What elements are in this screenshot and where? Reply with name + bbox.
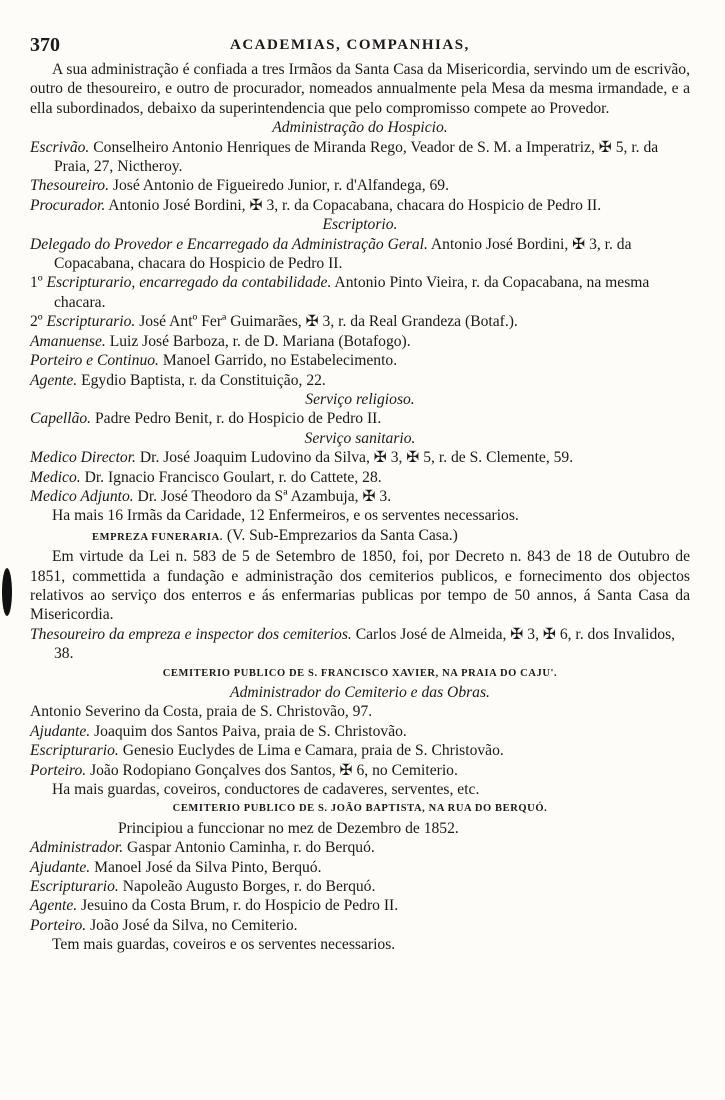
entry-role: Ajudante. xyxy=(30,722,91,740)
entry-text: João José da Silva, no Cemiterio. xyxy=(86,916,298,934)
entry xyxy=(30,877,690,896)
entry-role: Agente. xyxy=(30,897,78,915)
entry-role: Escripturario. xyxy=(30,878,119,896)
entry-prefix: 1º xyxy=(30,274,47,292)
entry xyxy=(30,741,690,760)
entry-text: Gaspar Antonio Caminha, r. do Berquó. xyxy=(123,839,375,857)
entry-text: Joaquim dos Santos Paiva, praia de S. Christovão. xyxy=(90,722,407,740)
page-header xyxy=(30,34,705,58)
entry-text: João Rodopiano Gonçalves dos Santos, ✠ 6, no Cemiterio. xyxy=(86,761,458,779)
entry xyxy=(30,896,690,915)
page-body xyxy=(30,60,690,955)
entry xyxy=(30,448,690,467)
section-heading: CEMITERIO PUBLICO DE S. FRANCISCO XAVIER, NA PRAIA DO CAJU'. xyxy=(162,667,558,679)
entry xyxy=(30,838,690,857)
entry xyxy=(30,351,690,370)
entry-text: Antonio José Bordini, ✠ 3, r. da Copacabana, chacara do Hospicio de Pedro II. xyxy=(105,196,602,214)
note-line: Tem mais guardas, coveiros e os serventes necessarios. xyxy=(52,936,396,954)
entry xyxy=(30,409,690,428)
section-heading xyxy=(30,526,690,547)
note-line: Principiou a funccionar no mez de Dezembro de 1852. xyxy=(118,819,459,837)
body-paragraph: Em virtude da Lei n. 583 de 5 de Setembro de 1850, foi, por Decreto n. 843 de 18 de Outubro de 1851, commettida a fundação e administração dos cemiterios publicos, e fornecimento dos objectos relativos ao serviço dos enterros e ás enfermarias publicas por tempo de 50 annos, á Santa Casa da Misericordia. xyxy=(30,548,690,624)
entry xyxy=(30,235,690,274)
entry-text: Egydio Baptista, r. da Constituição, 22. xyxy=(77,371,326,389)
entry-text: Napoleão Augusto Borges, r. do Berquó. xyxy=(118,878,376,896)
note-line: Ha mais 16 Irmãs da Caridade, 12 Enfermeiros, e os serventes necessarios. xyxy=(52,507,519,525)
section-heading: Serviço sanitario. xyxy=(304,429,416,447)
entry-role: Ajudante. xyxy=(30,858,91,876)
entry-text: José Antonio de Figueiredo Junior, r. d'Alfandega, 69. xyxy=(108,177,449,195)
entry xyxy=(30,625,690,664)
entry-text: Dr. José Theodoro da Sª Azambuja, ✠ 3. xyxy=(133,487,392,505)
heading-caps: EMPREZA FUNERARIA. xyxy=(92,531,223,543)
entry xyxy=(30,487,690,506)
entry-text: Padre Pedro Benit, r. do Hospicio de Pedro II. xyxy=(91,410,382,428)
entry-role: Escrivão. xyxy=(30,138,90,156)
running-title: ACADEMIAS, COMPANHIAS, xyxy=(230,37,470,53)
entry-text: Conselheiro Antonio Henriques de Miranda Rego, Veador de S. M. a Imperatriz, ✠ 5, r. da Praia, 27, Nictheroy. xyxy=(54,138,659,176)
entry xyxy=(30,196,690,215)
entry-prefix: 2º xyxy=(30,313,47,331)
entry-role: Thesoureiro da empreza e inspector dos cemiterios. xyxy=(30,625,352,643)
entry: Antonio Severino da Costa, praia de S. Christovão, 97. xyxy=(30,703,373,721)
entry-text: Genesio Euclydes de Lima e Camara, praia de S. Christovão. xyxy=(118,742,504,760)
entry-text: Manoel José da Silva Pinto, Berquó. xyxy=(90,858,322,876)
entry-role: Medico Director. xyxy=(30,449,136,467)
entry-text: Dr. Ignacio Francisco Goulart, r. do Cattete, 28. xyxy=(80,468,382,486)
entry xyxy=(30,176,690,195)
entry-role: Administrador. xyxy=(30,839,124,857)
heading-note: (V. Sub-Emprezarios da Santa Casa.) xyxy=(222,526,458,544)
entry-text: Dr. José Joaquim Ludovino da Silva, ✠ 3, ✠ 5, r. de S. Clemente, 59. xyxy=(135,449,574,467)
entry-text: Jesuino da Costa Brum, r. do Hospicio de Pedro II. xyxy=(77,897,399,915)
section-subheading: Administrador do Cemiterio e das Obras. xyxy=(230,684,490,701)
entry-text: Antonio José Bordini, ✠ 3, r. da Copacabana, chacara do Hospicio de Pedro II. xyxy=(54,235,632,273)
entry-text: Manoel Garrido, no Estabelecimento. xyxy=(158,352,398,370)
entry-text: Luiz José Barboza, r. de D. Mariana (Botafogo). xyxy=(105,332,411,350)
entry-text: Carlos José de Almeida, ✠ 3, ✠ 6, r. dos Invalidos, 38. xyxy=(54,625,676,663)
entry-role: Procurador. xyxy=(30,196,106,214)
entry xyxy=(30,312,690,331)
entry-role: Medico Adjunto. xyxy=(30,487,134,505)
entry xyxy=(30,916,690,935)
entry xyxy=(30,273,690,312)
entry xyxy=(30,761,690,780)
page-number: 370 xyxy=(30,34,60,56)
entry xyxy=(30,722,690,741)
entry xyxy=(30,332,690,351)
ink-blot xyxy=(2,568,12,616)
section-heading: Serviço religioso. xyxy=(305,390,415,408)
intro-paragraph: A sua administração é confiada a tres Irmãos da Santa Casa da Misericordia, servindo um de escrivão, outro de thesoureiro, e outro de procurador, nomeados annualmente pela Mesa da mesma irmandade, e a ella subordinados, debaixo da superintendencia que pelo compromisso compete ao Provedor. xyxy=(30,61,690,117)
entry-role: Medico. xyxy=(30,468,81,486)
entry-role: Escripturario. xyxy=(46,313,136,331)
entry xyxy=(30,468,690,487)
entry-role: Porteiro e Continuo. xyxy=(30,352,159,370)
entry-role: Porteiro. xyxy=(30,761,87,779)
entry xyxy=(30,138,690,177)
section-heading: Administração do Hospicio. xyxy=(272,119,448,137)
section-heading: Escriptorio. xyxy=(322,216,398,234)
entry xyxy=(30,371,690,390)
note-line: Ha mais guardas, coveiros, conductores de cadaveres, serventes, etc. xyxy=(52,781,480,799)
entry-role: Thesoureiro. xyxy=(30,177,109,195)
entry-role: Escripturario. xyxy=(30,742,119,760)
section-heading: CEMITERIO PUBLICO DE S. JOÃO BAPTISTA, NA RUA DO BERQUÓ. xyxy=(172,803,548,815)
entry-role: Delegado do Provedor e Encarregado da Administração Geral. xyxy=(30,235,428,253)
entry-role: Agente. xyxy=(30,371,78,389)
entry-role: Porteiro. xyxy=(30,916,87,934)
entry-role: Amanuense. xyxy=(30,332,106,350)
entry-role: Capellão. xyxy=(30,410,92,428)
entry-text: Antonio Pinto Vieira, r. da Copacabana, na mesma chacara. xyxy=(54,274,650,311)
entry xyxy=(30,858,690,877)
entry-text: José Antº Ferª Guimarães, ✠ 3, r. da Real Grandeza (Botaf.). xyxy=(135,313,518,331)
entry-role: Escripturario, encarregado da contabilidade. xyxy=(46,274,332,292)
